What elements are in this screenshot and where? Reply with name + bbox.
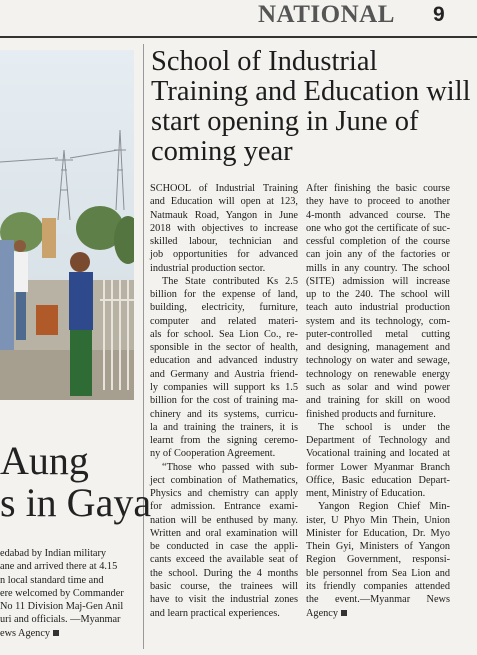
body-line: ble personnel from Sea Lion and xyxy=(306,567,450,579)
body-line: for admission. Entrance exami- xyxy=(150,501,298,513)
body-line: teach auto industrial production xyxy=(306,302,450,314)
body-line: 2018 with objectives to increase xyxy=(150,222,298,234)
body-line: ny of Cooperation Agreement. xyxy=(150,448,276,460)
body-line: ment, Ministry of Education. xyxy=(306,488,426,500)
body-line: Agency xyxy=(306,607,339,619)
body-line: learnt from the signing ceremo- xyxy=(150,435,298,447)
article-column-2 xyxy=(306,182,450,620)
body-line: skilled labour, technician and xyxy=(150,236,298,248)
body-line: education and advanced industry xyxy=(150,355,298,367)
left-body-line: No 11 Division Maj-Gen Anil xyxy=(0,601,124,613)
body-line: former Lower Myanmar Branch xyxy=(306,461,450,473)
body-line: Vocational training and located at xyxy=(306,448,450,460)
body-line: ly companies will support ks 1.5 xyxy=(150,381,298,393)
body-line: such as solar and wind power xyxy=(306,381,450,393)
body-line: ject combination of Mathematics, xyxy=(150,474,298,486)
body-line: Yangon Region Chief Min- xyxy=(318,501,450,513)
body-line: one who got the certificate of suc- xyxy=(306,222,450,234)
body-line: cessful completion of the course xyxy=(306,236,450,248)
body-line: billion for the expense of land, xyxy=(150,289,298,301)
body-line: Department of Technology and xyxy=(306,435,450,447)
left-body-line-last xyxy=(0,627,136,640)
body-line: and Education will open at 123, xyxy=(150,196,298,208)
body-line: Written and oral examination will xyxy=(150,527,298,539)
body-line: Office, Basic education Depart- xyxy=(306,474,450,486)
body-line: cants exceed the available seat of xyxy=(150,554,298,566)
column-divider xyxy=(143,44,144,649)
body-line: and training for skill on wood xyxy=(306,395,450,407)
body-line: and Germany and Austria friend- xyxy=(150,368,298,380)
body-line: technology on renewable energy xyxy=(306,368,450,380)
body-line: system and its technology, com- xyxy=(306,315,450,327)
body-line: finished products and furniture. xyxy=(306,408,436,420)
article-column-1 xyxy=(150,182,298,620)
left-body-line: ere welcomed by Commander xyxy=(0,587,124,599)
left-body-line: ane and arrived there at 4.15 xyxy=(0,561,118,573)
body-line: job opportunities for advanced xyxy=(150,249,298,261)
body-line: can join any of the factories or xyxy=(306,249,450,261)
body-line: (SITE) admission will increase xyxy=(306,275,450,287)
left-story-headline-line1: Aung xyxy=(0,438,89,483)
body-line: technology on water and sewage, xyxy=(306,355,450,367)
body-line: 4-month advanced course. The xyxy=(306,209,450,221)
header-rule xyxy=(0,36,477,38)
body-line: SCHOOL of Industrial Training xyxy=(150,183,298,194)
body-line: basic course, the trainees will xyxy=(150,580,298,592)
body-line: and designing, management and xyxy=(306,342,450,354)
body-line: up to the 240. The school will xyxy=(306,289,450,301)
end-mark-icon xyxy=(53,630,59,636)
body-line: Physics and chemistry can apply xyxy=(150,488,298,500)
body-line: mills in any country. The school xyxy=(306,262,450,274)
body-line: the school. During the 4 months xyxy=(150,567,298,579)
body-line: sponsible in the sector of health, xyxy=(150,342,298,354)
body-line: have to visit the industrial zones xyxy=(150,594,298,606)
body-line: Natmauk Road, Yangon in June xyxy=(150,209,298,221)
page-header xyxy=(0,0,477,34)
body-line: Thein Gyi, Ministers of Yangon xyxy=(306,541,450,553)
end-mark-icon xyxy=(341,610,347,616)
body-line: After finishing the basic course xyxy=(306,183,450,194)
body-line: chinery and its systems, curricu- xyxy=(150,408,298,420)
body-line: nation will be enthused by many. xyxy=(150,514,298,526)
article-headline: School of Industrial Training and Education will start opening in June of coming year xyxy=(151,46,471,167)
body-line: billion for the cost of training ma- xyxy=(150,395,298,407)
left-body-line: uri and officials. —Myanmar xyxy=(0,614,121,626)
body-line: building, electricity, furniture, xyxy=(150,302,298,314)
body-line: Minister for Education, Dr. Myo xyxy=(306,527,450,539)
body-line: and learn practical experiences. xyxy=(150,607,280,619)
body-line-last xyxy=(306,607,450,620)
news-photo xyxy=(0,50,134,400)
left-story-body xyxy=(0,547,136,640)
body-line: be conducted in case the appli- xyxy=(150,541,298,553)
body-line: The State contributed Ks 2.5 xyxy=(162,275,298,287)
left-story-headline-line2: s in Gaya xyxy=(0,480,152,525)
body-line: the event.—Myanmar News xyxy=(306,594,450,606)
body-line: la and training the trainers, it is xyxy=(150,421,298,433)
left-body-line: n local standard time and xyxy=(0,574,104,586)
section-name: NATIONAL xyxy=(258,1,395,28)
body-line: “Those who passed with sub- xyxy=(162,461,298,473)
body-line: computer and related materi- xyxy=(150,315,298,327)
body-line: its friendly companies attended xyxy=(306,580,450,592)
body-line: The school is under the xyxy=(318,421,450,433)
body-line: they have to proceed to another xyxy=(306,196,450,208)
body-line: Region Government, responsi- xyxy=(306,554,450,566)
page-number: 9 xyxy=(433,3,445,26)
body-line: als for school. Sea Lion Co., re- xyxy=(150,328,298,340)
left-body-line: ews Agency xyxy=(0,627,51,639)
body-line: ister, U Phyo Min Thein, Union xyxy=(306,514,450,526)
body-line: puter-controlled metal cutting xyxy=(306,328,450,340)
left-body-line: edabad by Indian military xyxy=(0,548,107,559)
body-line: industrial production sector. xyxy=(150,262,266,274)
